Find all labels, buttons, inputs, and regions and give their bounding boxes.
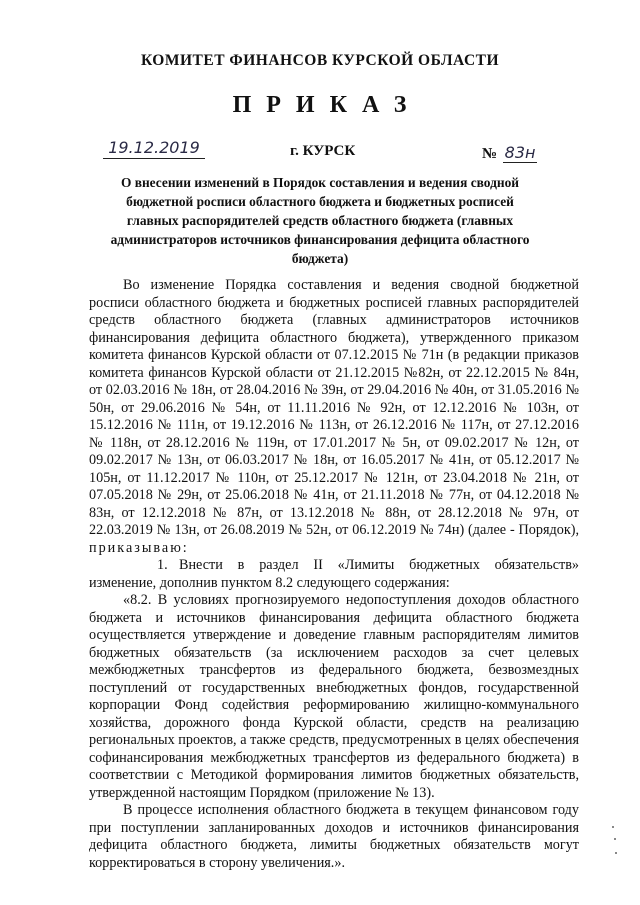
handwritten-number: 83н	[504, 143, 536, 162]
number-label: №	[482, 146, 498, 162]
order-date	[103, 138, 205, 159]
handwritten-date: 19.12.2019	[108, 138, 200, 157]
item-1-paragraph	[89, 557, 579, 592]
order-number	[482, 143, 537, 163]
quote-paragraph-1: «8.2. В условиях прогнозируемого недопоступления доходов областного бюджета и источников финансирования дефицита областного бюджета осуществляется утверждение и доведение главным распорядителям лимитов бюджетных обязательств (за исключением расходов за счет целевых межбюджетных трансфертов из федерального бюджета, безвозмездных поступлений от государственных внебюджетных фондов, государственной корпорации Фонд содействия реформированию жилищно-коммунального хозяйства, дорожного фонда Курской области, средств на реализацию региональных проектов, а также средств, предусмотренных в целях обеспечения софинансирования межбюджетных трансфертов из федерального бюджета) в соответствии с Методикой формирования лимитов бюджетных обязательств, утвержденной настоящим Порядком (приложение № 13).	[89, 592, 579, 801]
intro-paragraph	[89, 277, 579, 557]
document-type-title: ПРИКАЗ	[232, 92, 422, 118]
item-1-number: 1.	[157, 557, 168, 573]
intro-text: Во изменение Порядка составления и ведения сводной бюджетной росписи областного бюджета и бюджетных росписей главных распорядителей средств областного бюджета (главных администраторов источников финансирования дефицита областного бюджета), утвержденного приказом комитета финансов Курской области от 07.12.2015 № 71н (в редакции приказов комитета финансов Курской области от 21.12.2015 №82н, от 22.12.2015 № 84н, от 02.03.2016 № 18н, от 28.04.2016 № 39н, от 29.04.2016 № 40н, от 31.05.2016 № 50н, от 29.06.2016 № 54н, от 11.11.2016 № 92н, от 12.12.2016 № 103н, от 15.12.2016 № 111н, от 19.12.2016 № 113н, от 26.12.2016 № 117н, от 27.12.2016 № 118н, от 28.12.2016 № 119н, от 17.01.2017 № 5н, от 09.02.2017 № 12н, от 09.02.2017 № 13н, от 06.03.2017 № 18н, от 16.05.2017 № 41н, от 05.12.2017 № 105н, от 11.12.2017 № 110н, от 25.12.2017 № 121н, от 23.04.2018 № 21н, от 07.05.2018 № 29н, от 25.06.2018 № 41н, от 21.11.2018 № 77н, от 04.12.2018 № 83н, от 12.12.2018 № 87н, от 13.12.2018 № 88н, от 28.12.2018 № 97н, от 22.03.2019 № 13н, от 26.08.2019 № 52н, от 06.12.2019 № 74н) (далее - Порядок),	[89, 277, 579, 538]
order-word: приказываю:	[89, 539, 189, 556]
order-city: г. КУРСК	[290, 143, 356, 159]
order-body	[89, 277, 579, 872]
scan-speck	[612, 826, 614, 828]
order-subject: О внесении изменений в Порядок составления и ведения сводной бюджетной росписи областного бюджета и бюджетных росписей главных распорядителей средств областного бюджета (главных администраторов источников финансирования дефицита областного бюджета)	[110, 175, 530, 266]
scan-speck	[615, 852, 617, 854]
quote-paragraph-2: В процессе исполнения областного бюджета в текущем финансовом году при поступлении запланированных доходов и источников финансирования дефицита областного бюджета, лимиты бюджетных обязательств могут корректироваться в сторону увеличения.».	[89, 802, 579, 871]
scan-speck	[614, 838, 616, 840]
item-1-text: Внести в раздел II «Лимиты бюджетных обязательств» изменение, дополнив пунктом 8.2 следующего содержания:	[89, 557, 579, 591]
committee-name: КОМИТЕТ ФИНАНСОВ КУРСКОЙ ОБЛАСТИ	[140, 52, 500, 69]
